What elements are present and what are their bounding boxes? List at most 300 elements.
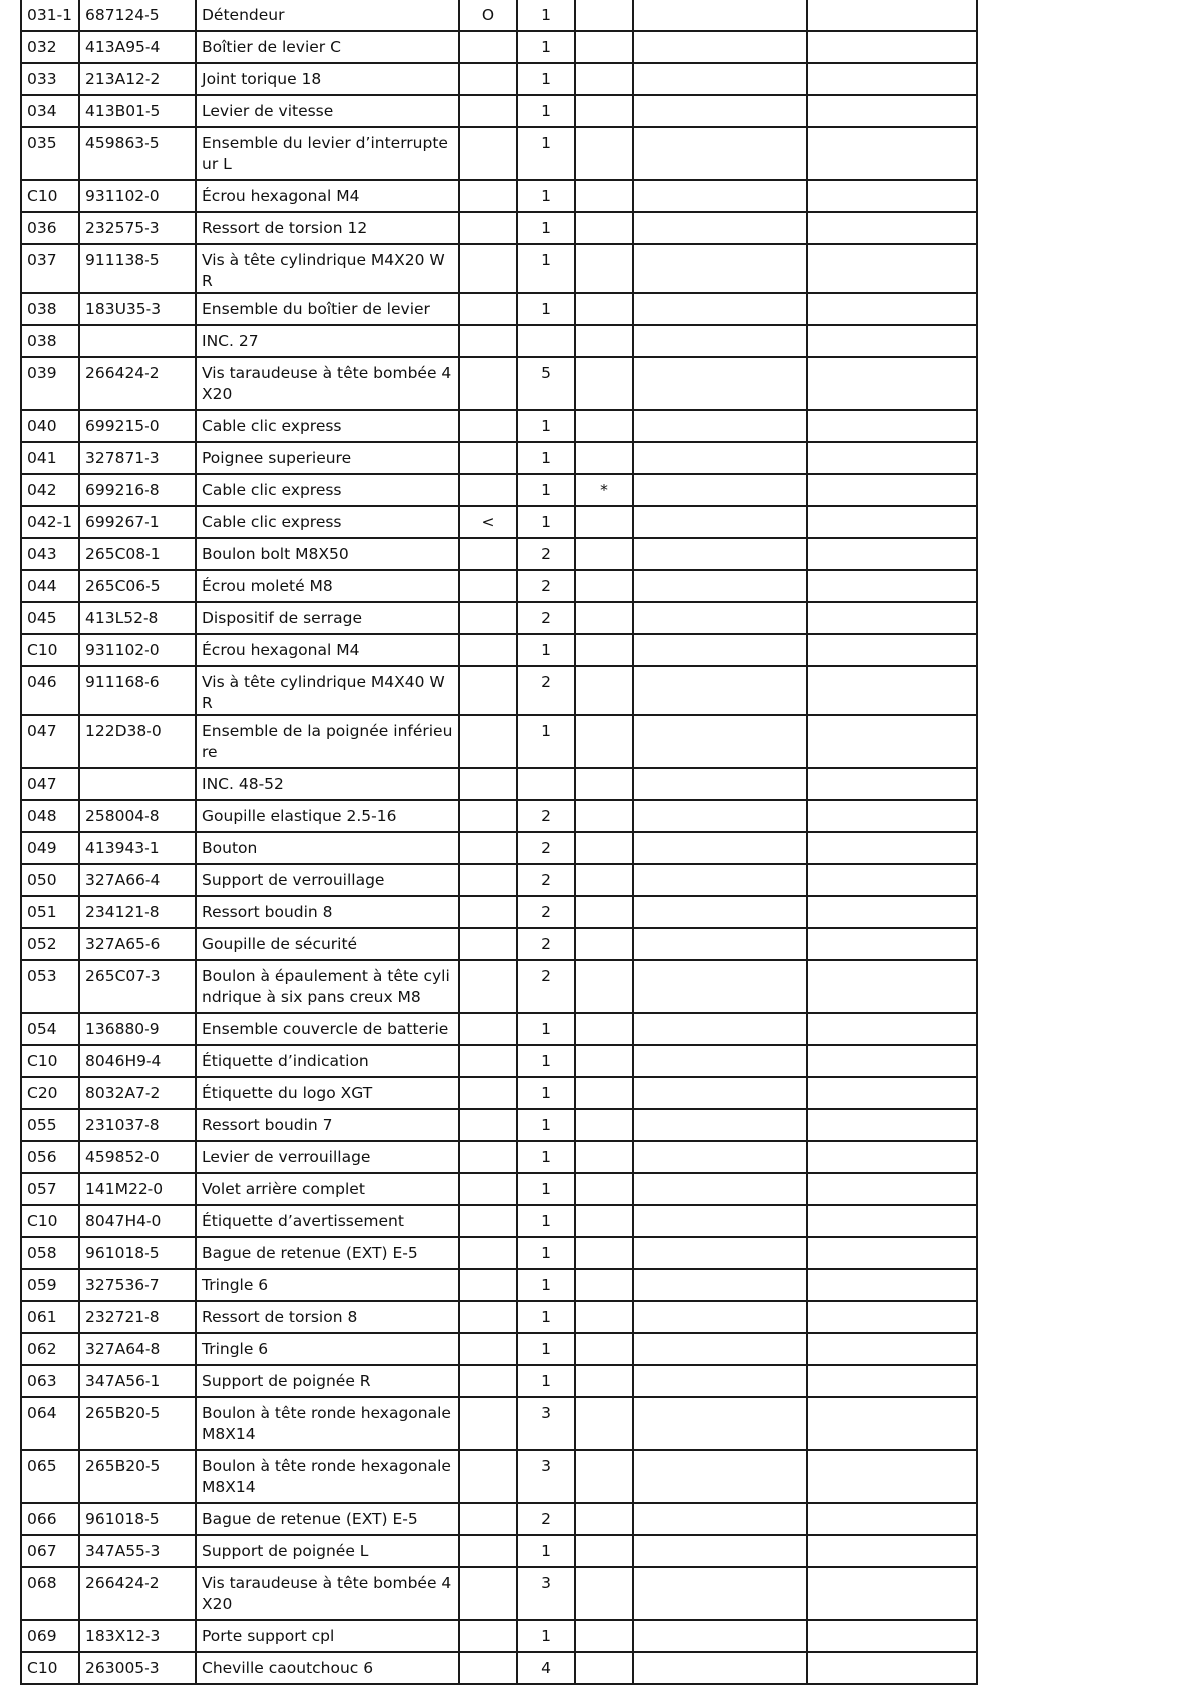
- remarks-cell: [633, 1013, 807, 1045]
- remarks-cell: [633, 212, 807, 244]
- part-number-cell: 265B20-5: [79, 1397, 196, 1450]
- mark-cell: [459, 666, 517, 715]
- part-number-cell: 213A12-2: [79, 63, 196, 95]
- part-number-cell: 347A55-3: [79, 1535, 196, 1567]
- table-row: [21, 832, 977, 864]
- note-cell: [575, 896, 633, 928]
- item-number-cell: 040: [21, 410, 79, 442]
- remarks-cell-2: [807, 1397, 977, 1450]
- description-cell: Boîtier de levier C: [196, 31, 459, 63]
- quantity-cell: 1: [517, 127, 575, 180]
- description-cell: Étiquette d’avertissement: [196, 1205, 459, 1237]
- description-cell: Ensemble du levier d’interrupteur L: [196, 127, 459, 180]
- note-cell: [575, 570, 633, 602]
- quantity-cell: 1: [517, 244, 575, 293]
- mark-cell: [459, 410, 517, 442]
- remarks-cell-2: [807, 127, 977, 180]
- part-number-cell: 413L52-8: [79, 602, 196, 634]
- table-row: [21, 127, 977, 180]
- item-number-cell: C10: [21, 1205, 79, 1237]
- table-row: [21, 212, 977, 244]
- remarks-cell: [633, 1173, 807, 1205]
- mark-cell: <: [459, 506, 517, 538]
- table-row: [21, 715, 977, 768]
- item-number-cell: 052: [21, 928, 79, 960]
- mark-cell: [459, 832, 517, 864]
- description-cell: Levier de vitesse: [196, 95, 459, 127]
- note-cell: [575, 1503, 633, 1535]
- remarks-cell-2: [807, 244, 977, 293]
- mark-cell: [459, 1535, 517, 1567]
- note-cell: [575, 634, 633, 666]
- part-number-cell: 258004-8: [79, 800, 196, 832]
- quantity-cell: 1: [517, 506, 575, 538]
- item-number-cell: 056: [21, 1141, 79, 1173]
- remarks-cell-2: [807, 1237, 977, 1269]
- description-cell: Goupille elastique 2.5-16: [196, 800, 459, 832]
- part-number-cell: 699267-1: [79, 506, 196, 538]
- note-cell: [575, 1535, 633, 1567]
- item-number-cell: 053: [21, 960, 79, 1013]
- remarks-cell-2: [807, 325, 977, 357]
- table-row: [21, 1109, 977, 1141]
- table-row: [21, 602, 977, 634]
- mark-cell: [459, 1173, 517, 1205]
- table-row: [21, 896, 977, 928]
- remarks-cell: [633, 960, 807, 1013]
- part-number-cell: [79, 325, 196, 357]
- table-row: [21, 960, 977, 1013]
- part-number-cell: 327A64-8: [79, 1333, 196, 1365]
- description-cell: Boulon à tête ronde hexagonale M8X14: [196, 1450, 459, 1503]
- quantity-cell: 1: [517, 1365, 575, 1397]
- item-number-cell: 059: [21, 1269, 79, 1301]
- table-row: [21, 666, 977, 715]
- note-cell: [575, 666, 633, 715]
- note-cell: [575, 1013, 633, 1045]
- table-row: [21, 1450, 977, 1503]
- description-cell: Vis taraudeuse à tête bombée 4X20: [196, 357, 459, 410]
- description-cell: Cable clic express: [196, 410, 459, 442]
- remarks-cell: [633, 1109, 807, 1141]
- table-row: [21, 928, 977, 960]
- quantity-cell: 2: [517, 666, 575, 715]
- item-number-cell: 049: [21, 832, 79, 864]
- mark-cell: [459, 63, 517, 95]
- quantity-cell: 2: [517, 928, 575, 960]
- mark-cell: [459, 31, 517, 63]
- item-number-cell: 034: [21, 95, 79, 127]
- item-number-cell: 051: [21, 896, 79, 928]
- item-number-cell: 047: [21, 715, 79, 768]
- note-cell: [575, 715, 633, 768]
- remarks-cell: [633, 95, 807, 127]
- remarks-cell: [633, 127, 807, 180]
- remarks-cell-2: [807, 1173, 977, 1205]
- remarks-cell: [633, 474, 807, 506]
- part-number-cell: 141M22-0: [79, 1173, 196, 1205]
- part-number-cell: 122D38-0: [79, 715, 196, 768]
- remarks-cell: [633, 180, 807, 212]
- remarks-cell-2: [807, 1269, 977, 1301]
- remarks-cell: [633, 768, 807, 800]
- remarks-cell: [633, 1652, 807, 1684]
- part-number-cell: 136880-9: [79, 1013, 196, 1045]
- table-row: [21, 244, 977, 293]
- remarks-cell-2: [807, 357, 977, 410]
- remarks-cell: [633, 896, 807, 928]
- mark-cell: [459, 538, 517, 570]
- table-row: [21, 1173, 977, 1205]
- note-cell: [575, 1365, 633, 1397]
- description-cell: Vis à tête cylindrique M4X20 WR: [196, 244, 459, 293]
- mark-cell: [459, 95, 517, 127]
- note-cell: [575, 1620, 633, 1652]
- table-row: [21, 410, 977, 442]
- mark-cell: [459, 928, 517, 960]
- table-row: [21, 357, 977, 410]
- note-cell: [575, 180, 633, 212]
- item-number-cell: 065: [21, 1450, 79, 1503]
- mark-cell: O: [459, 0, 517, 31]
- remarks-cell: [633, 666, 807, 715]
- quantity-cell: 1: [517, 1173, 575, 1205]
- item-number-cell: 044: [21, 570, 79, 602]
- mark-cell: [459, 244, 517, 293]
- table-row: [21, 293, 977, 325]
- remarks-cell: [633, 1301, 807, 1333]
- note-cell: [575, 293, 633, 325]
- note-cell: [575, 800, 633, 832]
- part-number-cell: 687124-5: [79, 0, 196, 31]
- quantity-cell: 1: [517, 1045, 575, 1077]
- part-number-cell: 266424-2: [79, 1567, 196, 1620]
- quantity-cell: 2: [517, 832, 575, 864]
- note-cell: [575, 357, 633, 410]
- table-row: [21, 1333, 977, 1365]
- item-number-cell: 035: [21, 127, 79, 180]
- quantity-cell: 1: [517, 1077, 575, 1109]
- note-cell: [575, 928, 633, 960]
- description-cell: Cable clic express: [196, 474, 459, 506]
- mark-cell: [459, 1397, 517, 1450]
- table-row: [21, 1535, 977, 1567]
- description-cell: Bouton: [196, 832, 459, 864]
- note-cell: [575, 244, 633, 293]
- table-row: [21, 1620, 977, 1652]
- mark-cell: [459, 634, 517, 666]
- part-number-cell: 911138-5: [79, 244, 196, 293]
- remarks-cell-2: [807, 1109, 977, 1141]
- note-cell: [575, 1173, 633, 1205]
- note-cell: [575, 864, 633, 896]
- table-row: [21, 1237, 977, 1269]
- mark-cell: [459, 715, 517, 768]
- item-number-cell: 038: [21, 325, 79, 357]
- description-cell: Joint torique 18: [196, 63, 459, 95]
- mark-cell: [459, 960, 517, 1013]
- remarks-cell-2: [807, 1333, 977, 1365]
- note-cell: [575, 1301, 633, 1333]
- table-row: [21, 1567, 977, 1620]
- description-cell: Tringle 6: [196, 1269, 459, 1301]
- table-row: [21, 474, 977, 506]
- remarks-cell-2: [807, 928, 977, 960]
- remarks-cell: [633, 1141, 807, 1173]
- item-number-cell: 057: [21, 1173, 79, 1205]
- remarks-cell: [633, 1620, 807, 1652]
- note-cell: [575, 410, 633, 442]
- item-number-cell: 042-1: [21, 506, 79, 538]
- remarks-cell: [633, 832, 807, 864]
- part-number-cell: 961018-5: [79, 1503, 196, 1535]
- mark-cell: [459, 1503, 517, 1535]
- part-number-cell: 327A66-4: [79, 864, 196, 896]
- quantity-cell: 3: [517, 1567, 575, 1620]
- remarks-cell: [633, 715, 807, 768]
- quantity-cell: 1: [517, 1333, 575, 1365]
- remarks-cell: [633, 1450, 807, 1503]
- remarks-cell-2: [807, 1450, 977, 1503]
- part-number-cell: 265C08-1: [79, 538, 196, 570]
- note-cell: [575, 1077, 633, 1109]
- description-cell: Écrou hexagonal M4: [196, 634, 459, 666]
- description-cell: Ensemble du boîtier de levier: [196, 293, 459, 325]
- remarks-cell: [633, 602, 807, 634]
- item-number-cell: 062: [21, 1333, 79, 1365]
- table-row: [21, 1301, 977, 1333]
- table-row: [21, 442, 977, 474]
- part-number-cell: 266424-2: [79, 357, 196, 410]
- note-cell: [575, 31, 633, 63]
- remarks-cell-2: [807, 212, 977, 244]
- item-number-cell: 063: [21, 1365, 79, 1397]
- quantity-cell: 1: [517, 180, 575, 212]
- quantity-cell: 1: [517, 212, 575, 244]
- remarks-cell: [633, 928, 807, 960]
- quantity-cell: 4: [517, 1652, 575, 1684]
- note-cell: [575, 1333, 633, 1365]
- description-cell: Bague de retenue (EXT) E-5: [196, 1503, 459, 1535]
- note-cell: [575, 506, 633, 538]
- quantity-cell: 2: [517, 800, 575, 832]
- mark-cell: [459, 1301, 517, 1333]
- table-row: [21, 1077, 977, 1109]
- part-number-cell: [79, 768, 196, 800]
- note-cell: [575, 768, 633, 800]
- description-cell: Ensemble couvercle de batterie: [196, 1013, 459, 1045]
- remarks-cell: [633, 1503, 807, 1535]
- remarks-cell-2: [807, 666, 977, 715]
- remarks-cell-2: [807, 864, 977, 896]
- remarks-cell-2: [807, 410, 977, 442]
- mark-cell: [459, 602, 517, 634]
- item-number-cell: 047: [21, 768, 79, 800]
- table-row: [21, 1013, 977, 1045]
- remarks-cell: [633, 634, 807, 666]
- remarks-cell: [633, 293, 807, 325]
- table-row: [21, 1205, 977, 1237]
- item-number-cell: 033: [21, 63, 79, 95]
- remarks-cell: [633, 357, 807, 410]
- remarks-cell-2: [807, 1535, 977, 1567]
- mark-cell: [459, 1013, 517, 1045]
- quantity-cell: 1: [517, 1237, 575, 1269]
- quantity-cell: 1: [517, 1301, 575, 1333]
- table-row: [21, 1365, 977, 1397]
- description-cell: INC. 48-52: [196, 768, 459, 800]
- quantity-cell: 1: [517, 634, 575, 666]
- remarks-cell-2: [807, 634, 977, 666]
- part-number-cell: 8032A7-2: [79, 1077, 196, 1109]
- remarks-cell: [633, 506, 807, 538]
- part-number-cell: 413B01-5: [79, 95, 196, 127]
- quantity-cell: [517, 768, 575, 800]
- item-number-cell: 067: [21, 1535, 79, 1567]
- description-cell: Détendeur: [196, 0, 459, 31]
- remarks-cell: [633, 800, 807, 832]
- mark-cell: [459, 357, 517, 410]
- item-number-cell: 036: [21, 212, 79, 244]
- part-number-cell: 183U35-3: [79, 293, 196, 325]
- note-cell: [575, 1109, 633, 1141]
- description-cell: Volet arrière complet: [196, 1173, 459, 1205]
- item-number-cell: 055: [21, 1109, 79, 1141]
- description-cell: Vis à tête cylindrique M4X40 WR: [196, 666, 459, 715]
- table-row: [21, 768, 977, 800]
- description-cell: Boulon à épaulement à tête cylindrique à six pans creux M8: [196, 960, 459, 1013]
- remarks-cell-2: [807, 95, 977, 127]
- remarks-cell-2: [807, 960, 977, 1013]
- remarks-cell-2: [807, 570, 977, 602]
- remarks-cell-2: [807, 1141, 977, 1173]
- item-number-cell: 041: [21, 442, 79, 474]
- remarks-cell: [633, 325, 807, 357]
- quantity-cell: 1: [517, 1141, 575, 1173]
- item-number-cell: 061: [21, 1301, 79, 1333]
- quantity-cell: 1: [517, 442, 575, 474]
- description-cell: Ressort boudin 7: [196, 1109, 459, 1141]
- item-number-cell: 066: [21, 1503, 79, 1535]
- description-cell: Dispositif de serrage: [196, 602, 459, 634]
- note-cell: [575, 538, 633, 570]
- quantity-cell: 1: [517, 63, 575, 95]
- item-number-cell: 039: [21, 357, 79, 410]
- remarks-cell-2: [807, 538, 977, 570]
- description-cell: INC. 27: [196, 325, 459, 357]
- part-number-cell: 459863-5: [79, 127, 196, 180]
- remarks-cell: [633, 410, 807, 442]
- remarks-cell-2: [807, 800, 977, 832]
- description-cell: Vis taraudeuse à tête bombée 4X20: [196, 1567, 459, 1620]
- item-number-cell: 042: [21, 474, 79, 506]
- quantity-cell: 1: [517, 95, 575, 127]
- description-cell: Support de verrouillage: [196, 864, 459, 896]
- description-cell: Tringle 6: [196, 1333, 459, 1365]
- table-row: [21, 0, 977, 31]
- quantity-cell: 1: [517, 1269, 575, 1301]
- mark-cell: [459, 127, 517, 180]
- item-number-cell: 054: [21, 1013, 79, 1045]
- remarks-cell-2: [807, 1503, 977, 1535]
- item-number-cell: 043: [21, 538, 79, 570]
- description-cell: Étiquette du logo XGT: [196, 1077, 459, 1109]
- remarks-cell-2: [807, 1301, 977, 1333]
- part-number-cell: 413943-1: [79, 832, 196, 864]
- remarks-cell-2: [807, 180, 977, 212]
- part-number-cell: 911168-6: [79, 666, 196, 715]
- part-number-cell: 265C07-3: [79, 960, 196, 1013]
- quantity-cell: 2: [517, 538, 575, 570]
- note-cell: [575, 602, 633, 634]
- quantity-cell: 2: [517, 570, 575, 602]
- remarks-cell-2: [807, 1620, 977, 1652]
- description-cell: Boulon à tête ronde hexagonale M8X14: [196, 1397, 459, 1450]
- description-cell: Support de poignée L: [196, 1535, 459, 1567]
- parts-table: [20, 0, 978, 1685]
- table-row: [21, 506, 977, 538]
- item-number-cell: 048: [21, 800, 79, 832]
- remarks-cell-2: [807, 293, 977, 325]
- description-cell: Ressort de torsion 8: [196, 1301, 459, 1333]
- remarks-cell: [633, 570, 807, 602]
- remarks-cell: [633, 1237, 807, 1269]
- description-cell: Cheville caoutchouc 6: [196, 1652, 459, 1684]
- remarks-cell-2: [807, 715, 977, 768]
- item-number-cell: 031-1: [21, 0, 79, 31]
- remarks-cell: [633, 1045, 807, 1077]
- remarks-cell-2: [807, 474, 977, 506]
- mark-cell: [459, 864, 517, 896]
- parts-table-body: [21, 0, 977, 1684]
- mark-cell: [459, 1333, 517, 1365]
- quantity-cell: 5: [517, 357, 575, 410]
- note-cell: [575, 63, 633, 95]
- table-row: [21, 864, 977, 896]
- description-cell: Ressort boudin 8: [196, 896, 459, 928]
- table-row: [21, 1045, 977, 1077]
- mark-cell: [459, 1205, 517, 1237]
- part-number-cell: 347A56-1: [79, 1365, 196, 1397]
- part-number-cell: 183X12-3: [79, 1620, 196, 1652]
- quantity-cell: 2: [517, 602, 575, 634]
- mark-cell: [459, 180, 517, 212]
- remarks-cell-2: [807, 602, 977, 634]
- part-number-cell: 327871-3: [79, 442, 196, 474]
- quantity-cell: 2: [517, 896, 575, 928]
- note-cell: [575, 1652, 633, 1684]
- note-cell: [575, 0, 633, 31]
- item-number-cell: 069: [21, 1620, 79, 1652]
- remarks-cell: [633, 1567, 807, 1620]
- description-cell: Ressort de torsion 12: [196, 212, 459, 244]
- description-cell: Cable clic express: [196, 506, 459, 538]
- note-cell: [575, 960, 633, 1013]
- item-number-cell: 037: [21, 244, 79, 293]
- mark-cell: [459, 1141, 517, 1173]
- item-number-cell: 058: [21, 1237, 79, 1269]
- mark-cell: [459, 1567, 517, 1620]
- mark-cell: [459, 570, 517, 602]
- mark-cell: [459, 896, 517, 928]
- quantity-cell: [517, 325, 575, 357]
- part-number-cell: 8046H9-4: [79, 1045, 196, 1077]
- remarks-cell: [633, 1205, 807, 1237]
- quantity-cell: 1: [517, 715, 575, 768]
- remarks-cell-2: [807, 1045, 977, 1077]
- item-number-cell: 045: [21, 602, 79, 634]
- table-row: [21, 538, 977, 570]
